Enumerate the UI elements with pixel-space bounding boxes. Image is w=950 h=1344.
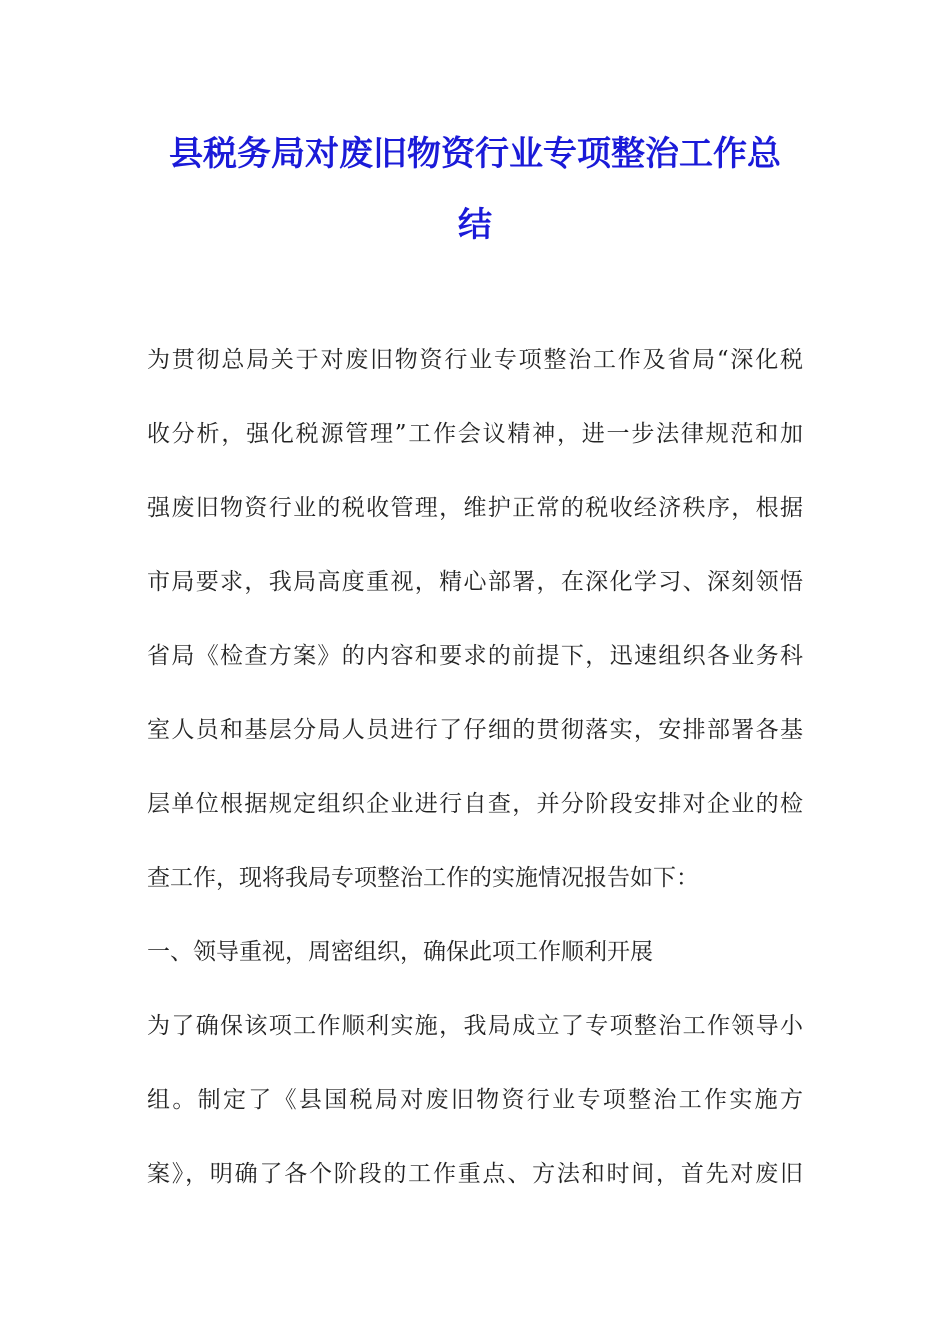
body-text-line: 为贯彻总局关于对废旧物资行业专项整治工作及省局“深化税 [147, 347, 803, 373]
body-text-line: 为了确保该项工作顺利实施，我局成立了专项整治工作领导小 [147, 1013, 803, 1039]
body-text-line: 强废旧物资行业的税收管理，维护正常的税收经济秩序，根据 [147, 495, 803, 521]
document-title-line-1: 县税务局对废旧物资行业专项整治工作总 [169, 134, 781, 174]
body-text-line: 省局《检查方案》的内容和要求的前提下，迅速组织各业务科 [147, 643, 803, 669]
body-text-line: 收分析，强化税源管理”工作会议精神，进一步法律规范和加 [147, 421, 803, 447]
body-text-line: 案》，明确了各个阶段的工作重点、方法和时间，首先对废旧 [147, 1161, 803, 1187]
document-title-line-2: 结 [458, 205, 492, 245]
body-text-line: 室人员和基层分局人员进行了仔细的贯彻落实，安排部署各基 [147, 717, 803, 743]
body-text-line: 查工作，现将我局专项整治工作的实施情况报告如下： [147, 865, 699, 891]
body-text-line: 市局要求，我局高度重视，精心部署，在深化学习、深刻领悟 [147, 569, 803, 595]
body-text-line: 组。制定了《县国税局对废旧物资行业专项整治工作实施方 [147, 1087, 803, 1113]
section-heading: 一、领导重视，周密组织，确保此项工作顺利开展 [147, 939, 653, 965]
body-text-line: 层单位根据规定组织企业进行自查，并分阶段安排对企业的检 [147, 791, 803, 817]
